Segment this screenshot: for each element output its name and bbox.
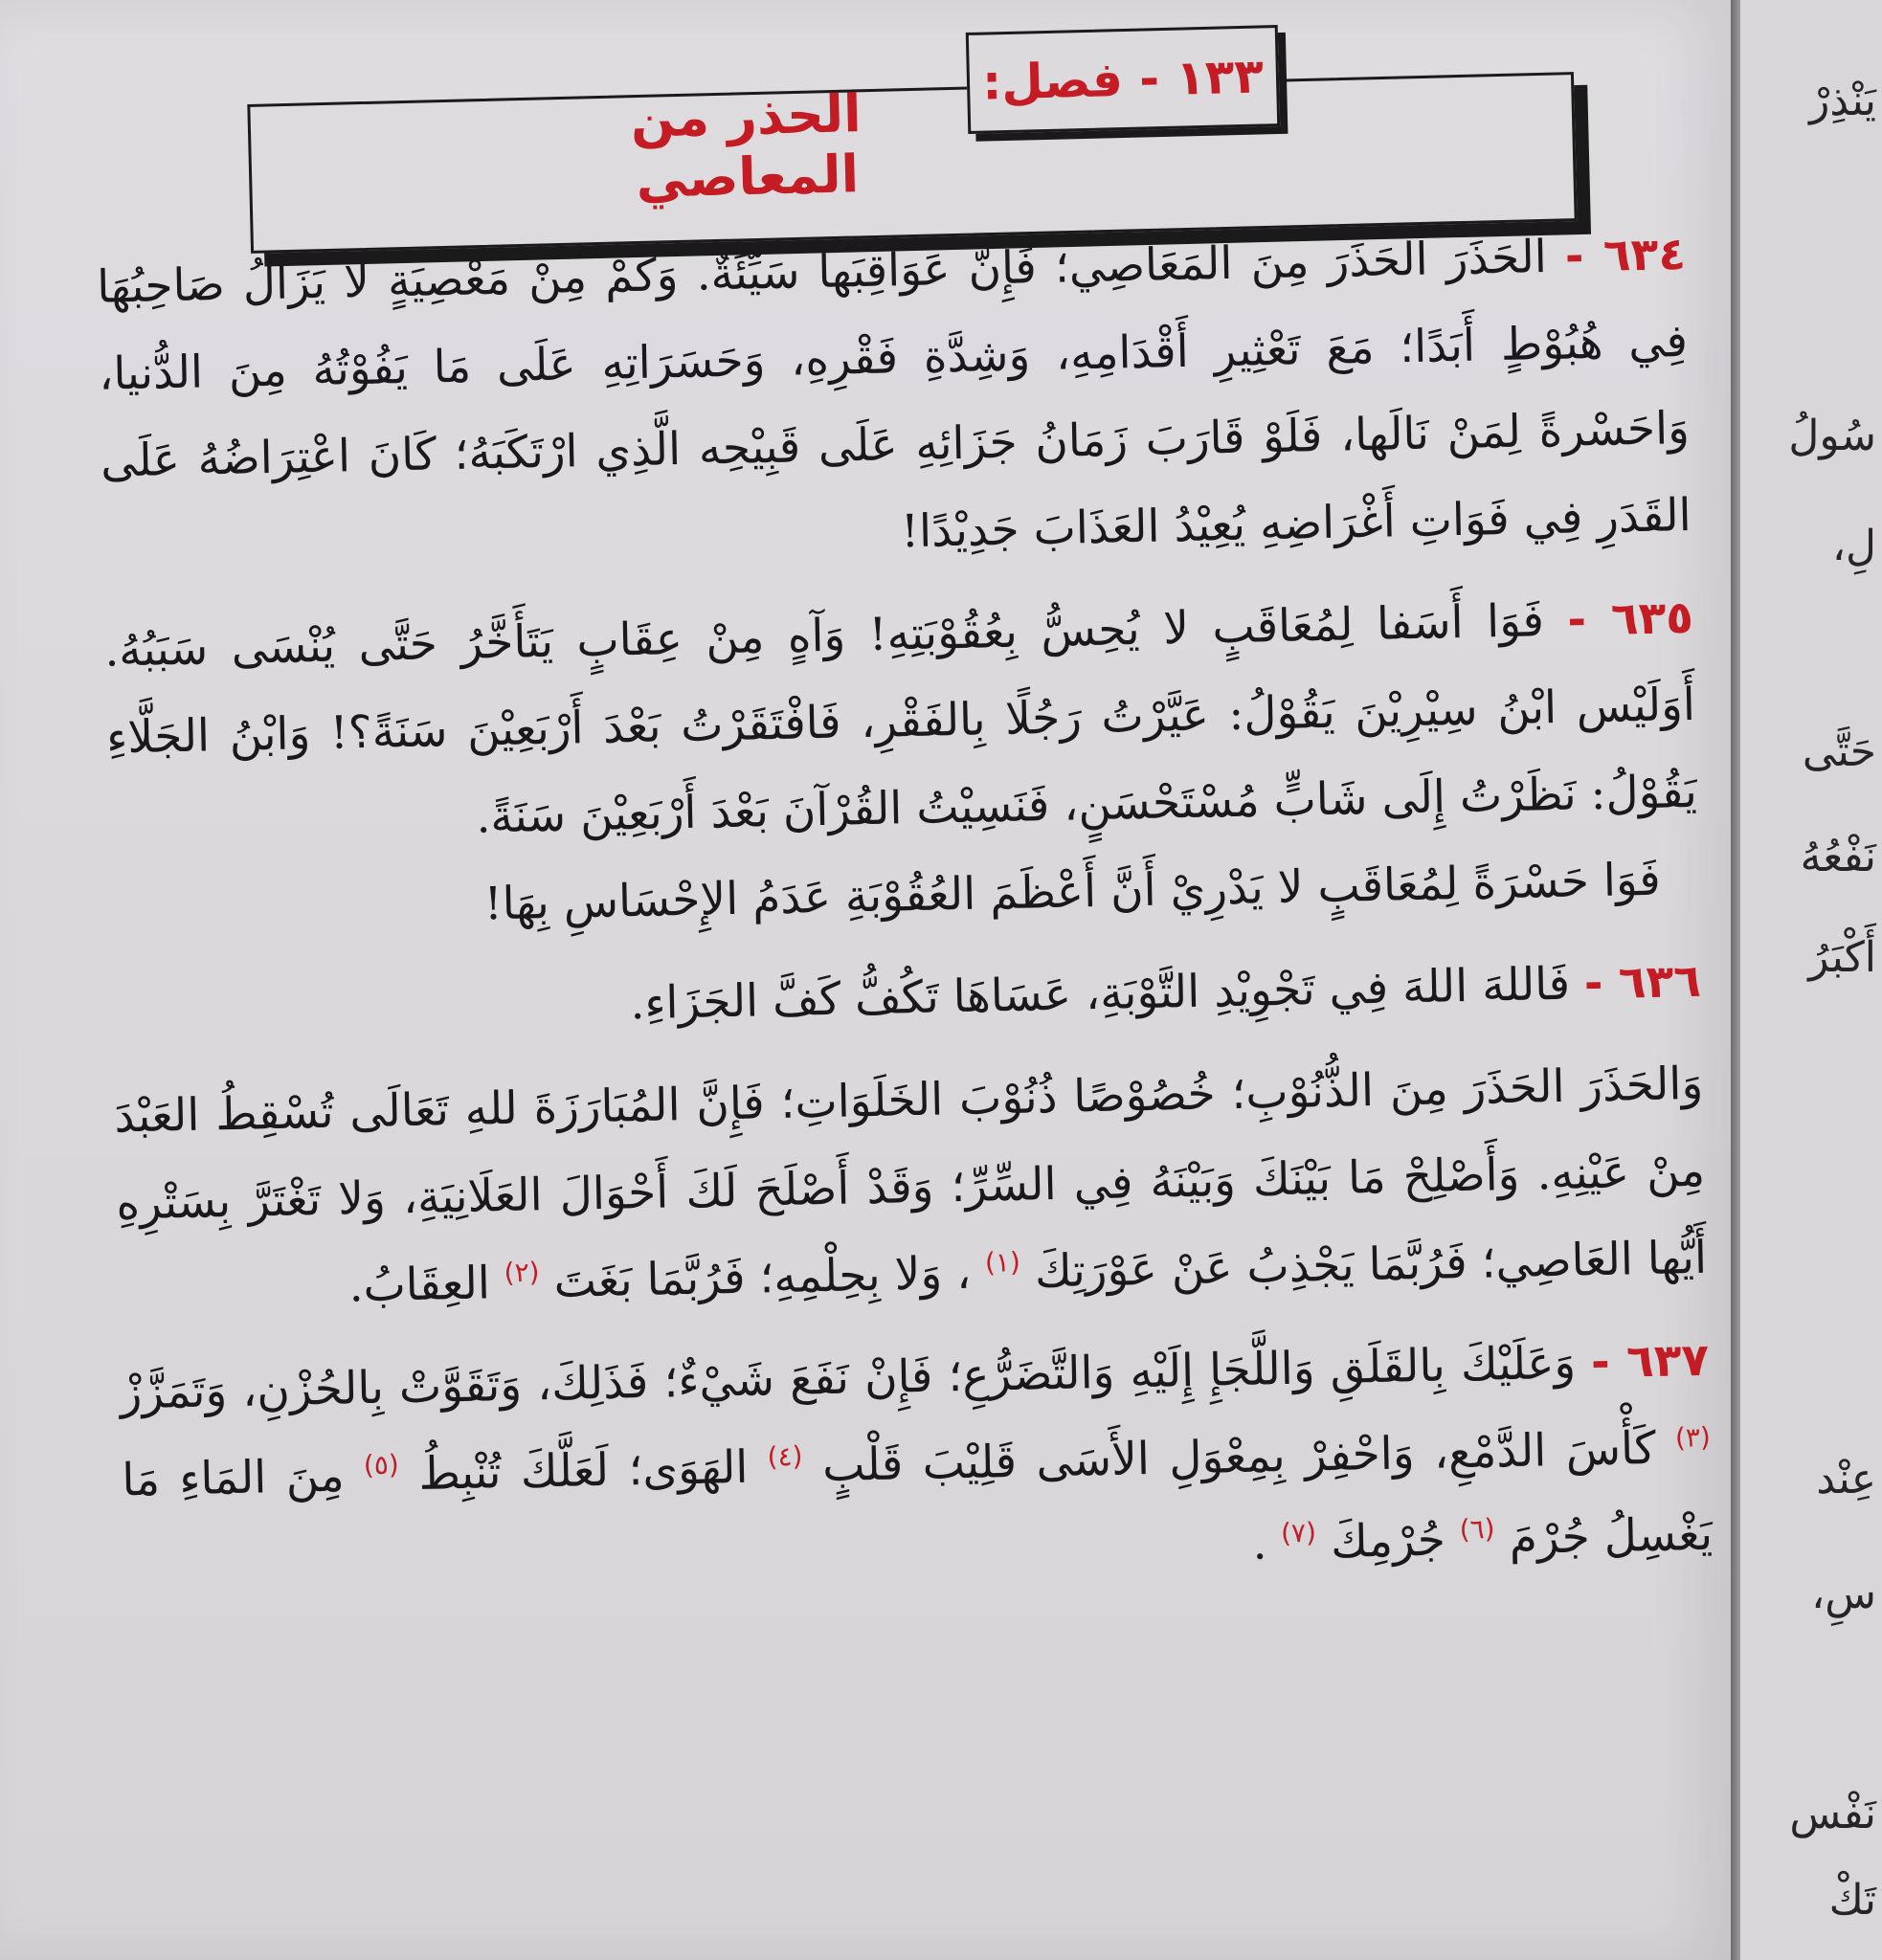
paragraph-text: الهَوَى؛ لَعَلَّكَ تُنْبِطُ [417, 1440, 749, 1501]
paragraph-637 [120, 1317, 1714, 1612]
footnote-marker[interactable]: (٧) [1280, 1516, 1317, 1549]
edge-fragment: أَكْبَرُ [1808, 933, 1876, 982]
edge-fragment: سُولُ [1788, 412, 1876, 460]
paragraph-text: وَعَلَيْكَ بِالقَلَقِ وَاللَّجَإِ إِلَيْهِ وَالتَّضَرُّعِ؛ فَإِنْ نَفَعَ شَيْءٌ؛ فَذَلِكَ، وَتَقَوَّتْ بِالحُزْنِ، وَتَمَزَّزْ [119, 1336, 1577, 1420]
paragraph-text: فَوَا أَسَفا لِمُعَاقَبٍ لا يُحِسُّ بِعُقُوْبَتِهِ! وَآهٍ مِنْ عِقَابٍ يَتَأَخَّرُ حَتَّى يُنْسَى سَبَبُهُ. أَوَلَيْس ابْنُ سِيْرِيْنَ يَقُوْلُ: عَيَّرْتُ رَجُلًا بِالفَقْرِ، فَافْتَقَرْتُ بَعْدَ أَرْبَعِيْنَ سَنَةً؟! وَابْنُ الجَلَّاءِ يَقُوْلُ: نَظَرْتُ إِلَى شَابٍّ مُسْتَحْسَنٍ، فَنَسِيْتُ القُرْآنَ بَعْدَ أَرْبَعِيْنَ سَنَةً. [103, 594, 1698, 844]
paragraph-text: فَاللهَ اللهَ فِي تَجْوِيْدِ التَّوْبَةِ، عَسَاهَا تَكُفُّ كَفَّ الجَزَاءِ. [629, 957, 1571, 1031]
paragraph-636-continued [114, 1040, 1708, 1335]
footnote-marker[interactable]: (٣) [1674, 1421, 1712, 1454]
paragraph-number: ٦٣٧ - [1590, 1333, 1710, 1390]
paragraph-text: جُرْمِكَ [1330, 1513, 1446, 1570]
book-gutter [1731, 0, 1740, 1960]
paragraph-text: ، وَلا بِحِلْمِهِ؛ فَرُبَّمَا بَغَتَ [553, 1246, 972, 1308]
paragraph-text: العِقَابُ. [347, 1257, 491, 1313]
paragraph-text: وَالحَذَرَ الحَذَرَ مِنَ الذُّنُوْبِ؛ خُصُوْصًا ذُنُوْبَ الخَلَوَاتِ؛ فَإِنَّ المُبَارَزَةَ للهِ تَعَالَى تُسْقِطُ العَبْدَ مِنْ عَيْنِهِ. وَأَصْلِحْ مَا بَيْنَكَ وَبَيْنَهُ فِي السِّرِّ؛ وَقَدْ أَصْلَحَ لَكَ أَحْوَالَ العَلَانِيَةِ، وَلا تَغْتَرَّ بِسَتْرِهِ أَيُّها العَاصِي؛ فَرُبَّمَا يَجْذِبُ عَنْ عَوْرَتِكَ [113, 1057, 1708, 1299]
edge-fragment: نَفْعُهُ [1800, 833, 1876, 881]
adjacent-page-edge [1740, 0, 1882, 1960]
paragraph-text: الحَذَرَ الحَذَرَ مِنَ المَعَاصِي؛ فَإِنَّ عَوَاقِبَها سَيِّئَةٌ. وَكَمْ مِنْ مَعْصِيَةٍ لا يَزَالُ صَاحِبُهَا فِي هُبُوْطٍ أَبَدًا؛ مَعَ تَعْثِيرِ أَقْدَامِهِ، وَشِدَّةِ فَقْرِهِ، وَحَسَرَاتِهِ عَلَى مَا يَفُوْتُهُ مِنَ الدُّنيا، وَاحَسْرةً لِمَنْ نَالَها، فَلَوْ قَارَبَ زَمَانُ جَزَائِهِ عَلَى قَبِيْحِه الَّذِي ارْتَكَبَهُ؛ كَانَ اعْتِرَاضُهُ عَلَى القَدَرِ فِي فَوَاتِ أَغْرَاضِهِ يُعِيْدُ العَذَابَ جَدِيْدًا! [96, 231, 1692, 559]
paragraph-number: ٦٣٦ - [1583, 954, 1702, 1011]
paragraph-text: . [1251, 1517, 1267, 1570]
edge-fragment: نَفْس [1789, 1790, 1876, 1838]
edge-fragment: عِنْد [1816, 1455, 1876, 1503]
footnote-marker[interactable]: (٤) [767, 1439, 803, 1473]
footnote-marker[interactable]: (١) [984, 1246, 1021, 1279]
footnote-marker[interactable]: (٥) [363, 1448, 400, 1481]
page-body [96, 211, 1714, 1611]
paragraph-636 [111, 938, 1702, 1058]
section-number-label: ١٣٣ - فصل: [966, 25, 1280, 134]
paragraph-635 [103, 574, 1697, 869]
paragraph-634 [96, 211, 1692, 592]
paragraph-number: ٦٣٥ - [1566, 590, 1694, 647]
edge-fragment: لِ، [1831, 522, 1876, 570]
paragraph-number: ٦٣٤ - [1564, 227, 1687, 283]
edge-fragment: سِ، [1811, 1570, 1876, 1618]
paragraph-text: كَأْسَ الدَّمْعِ، وَاحْفِرْ بِمِعْوَلِ الأَسَى قَلِيْبَ قَلْبٍ [821, 1421, 1657, 1493]
paragraph-text: فَوَا حَسْرَةً لِمُعَاقَبٍ لا يَدْرِيْ أَنَّ أَعْظَمَ العُقُوْبَةِ عَدَمُ الإِحْسَاسِ بِهَا! [483, 853, 1662, 931]
footnote-marker[interactable]: (٢) [504, 1256, 540, 1289]
edge-fragment: يَنْذِرْ [1809, 77, 1876, 125]
section-title: الحذر من المعاصي [630, 83, 863, 210]
footnote-marker[interactable]: (٦) [1459, 1512, 1495, 1546]
edge-fragment: حَتَّى [1802, 727, 1876, 776]
edge-fragment: تَكْ [1828, 1876, 1876, 1925]
paragraph-text: مِنَ المَاءِ مَا يَغْسِلُ جُرْمَ [121, 1449, 1714, 1566]
